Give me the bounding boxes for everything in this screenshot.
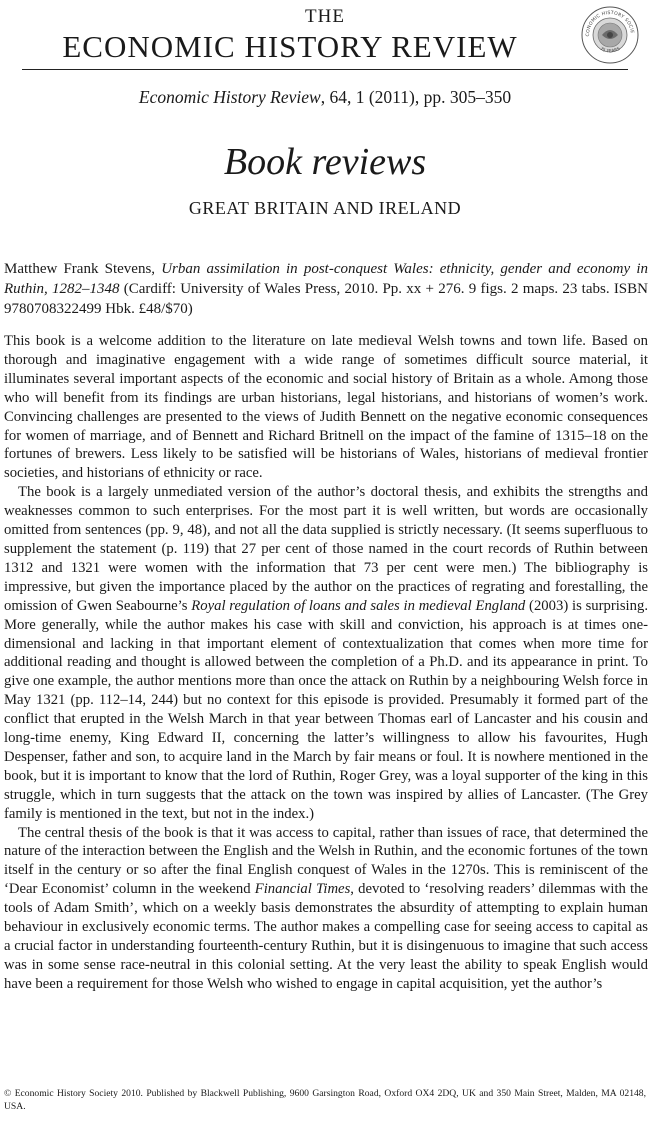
paragraph-3-text-a: The central thesis of the book is that it was access to capital, rather than issues of race, that determined the nature of the interaction between the English and the Welsh in Ruthin, and the economic fortunes of the town itself in the century or so after the final English conquest of Wales in the 1270s. This is reminiscent of the ‘Dear Economist’ column in the weekend: [4, 824, 648, 898]
journal-masthead: [0, 0, 650, 72]
masthead-title: ECONOMIC HISTORY REVIEW: [62, 29, 518, 64]
citation-details: (Cardiff: University of Wales Press, 2010. Pp. xx + 276. 9 figs. 2 maps. 23 tabs. ISBN 9780708322499 Hbk. £48/$70): [4, 281, 648, 317]
masthead-rule: [22, 69, 628, 70]
paragraph-2-text-a: The book is a largely unmediated version of the author’s doctoral thesis, and exhibits the strengths and weaknesses common to such enterprises. For the most part it is well written, but words are occasionally omitted from sentences (pp. 9, 48), and not all the data supplied is strictly necessary. (It seems superfluous to supplement the statement (p. 119) that 27 per cent of those named in the court records of Ruthin between 1312 and 1321 were women with the information that 73 per cent were men.) The bibliography is impressive, but given the importance placed by the author on the practices of regrating and forestalling, the omission of Gwen Seabourne’s: [4, 484, 648, 614]
paragraph-3-newspaper-title: Financial Times: [254, 881, 351, 898]
journal-name: Economic History Review: [138, 87, 321, 107]
paragraph-2-text-b: (2003) is surprising. More generally, while the author makes his case with skill and conviction, his approach is at times one-dimensional and lacking in that important element of contextualization that comes when more time for additional reading and thought is allowed between the completion of a Ph.D. and its appearance in print. To give one example, the author mentions more than once the attack on Ruthin by a neighbouring Welsh force in May 1321 (pp. 112–14, 244) but no context for this episode is provided. Presumably it formed part of the conflict that erupted in the Welsh March in that year between Thomas earl of Lancaster and his cousin and long-time enemy, King Edward II, concerning the latter’s willingness to allow his favourites, Hugh Despenser, father and son, to acquire land in the March by fair means or foul. It is nowhere mentioned in the book, but it is important to know that the lord of Ruthin, Roger Grey, was a loyal supporter of the king in this struggle, which in turn suggests that the attack on the town was inspired by allies of Lancaster. (The Grey family is mentioned in the text, but not in the index.): [4, 597, 648, 822]
society-seal-icon: [580, 5, 640, 65]
paragraph-3-text-b: , devoted to ‘resolving readers’ dilemmas with the tools of Adam Smith’, which on a weekly basis demonstrates the absurdity of attempting to explain human behaviour in exclusively economic terms. The author makes a compelling case for seeing access to capital as a crucial factor in understanding fourteenth-century Ruthin, but it is disingenuous to imagine that such access was in some sense race-neutral in this colonial setting. At the very least the ability to speak English would have been a requirement for those Welsh who wished to engage in capital acquisition, yet the author’s: [4, 881, 648, 992]
seal-text-bottom: 75 YEARS: [598, 46, 622, 55]
book-citation: [4, 259, 648, 319]
journal-citation-line: [0, 86, 650, 108]
copyright-footer: © Economic History Society 2010. Published by Blackwell Publishing, 9600 Garsington Road, Oxford OX4 2DQ, UK and 350 Main Street, Malden, MA 02148, USA.: [4, 1088, 646, 1112]
review-paragraph-3: [4, 824, 648, 994]
review-paragraph-2: [4, 483, 648, 823]
citation-title: Urban assimilation in post-conquest Wales: ethnicity, gender and economy in Ruthin, 1282–1348: [4, 261, 648, 297]
review-paragraph-1: This book is a welcome addition to the literature on late medieval Welsh towns and town life. Based on thorough and imaginative engagement with a wide range of sometimes difficult source material, it illuminates several important aspects of the economic and social history of Britain as a whole. Among those who will benefit from its findings are urban historians, legal historians, and historians of women’s work. Convincing challenges are presented to the views of Judith Bennett on the negative economic consequences for women of marriage, and of Bennett and Richard Britnell on the impact of the famine of 1315–18 on the fortunes of brewers. Less likely to be satisfied will be historians of Wales, historians of medieval frontier societies, and historians of ethnicity or race.: [4, 333, 648, 482]
paragraph-2-book-title: Royal regulation of loans and sales in medieval England: [191, 597, 526, 614]
journal-details: , 64, 1 (2011), pp. 305–350: [320, 87, 512, 107]
review-body: [4, 332, 648, 994]
masthead-the: THE: [305, 6, 345, 27]
section-heading: GREAT BRITAIN AND IRELAND: [188, 198, 462, 218]
citation-author: Matthew Frank Stevens,: [4, 261, 162, 277]
seal-text-top: CONOMIC HISTORY SOCIE: [585, 10, 634, 37]
page-title: Book reviews: [223, 141, 427, 183]
